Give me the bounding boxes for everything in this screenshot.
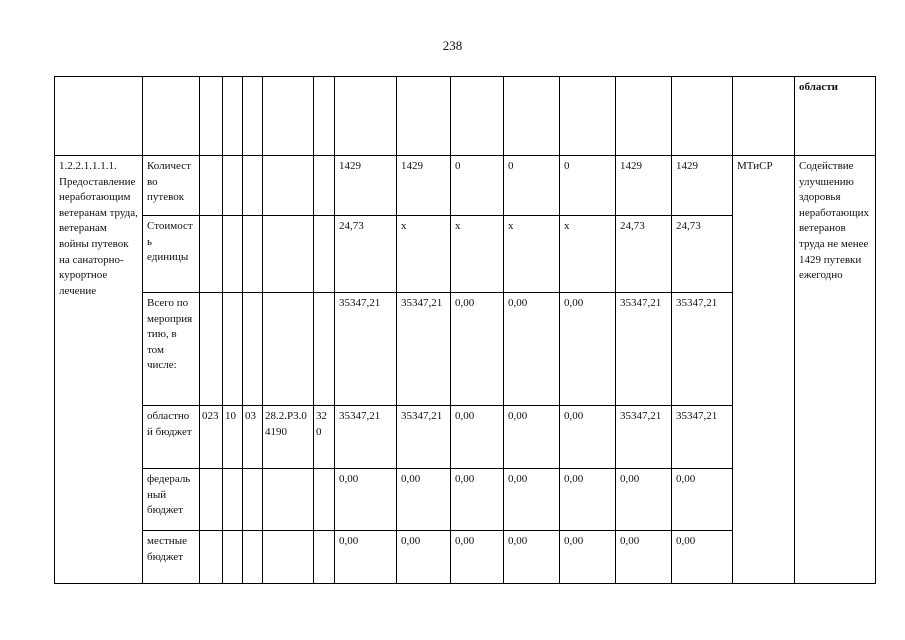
code-cell: 10	[223, 406, 243, 469]
code-cell	[223, 216, 243, 293]
cell	[223, 77, 243, 156]
value-cell: 0,00	[335, 469, 397, 531]
cell	[200, 77, 223, 156]
value-cell: 0,00	[560, 293, 616, 406]
continuation-row	[55, 77, 876, 156]
cell	[504, 77, 560, 156]
indicator-cell: областной бюджет	[143, 406, 200, 469]
value-cell: 35347,21	[616, 406, 672, 469]
cell	[560, 77, 616, 156]
value-cell: 0,00	[560, 531, 616, 584]
value-cell: х	[451, 216, 504, 293]
result-cell: Содействие улучшению здоровья неработающих ветеранов труда не менее 1429 путевки ежегодно	[795, 156, 876, 584]
code-cell	[223, 156, 243, 216]
table-row	[55, 156, 876, 216]
code-cell: 320	[314, 406, 335, 469]
value-cell: 0	[504, 156, 560, 216]
code-cell: 023	[200, 406, 223, 469]
value-cell: 0,00	[397, 531, 451, 584]
code-cell	[314, 156, 335, 216]
cell	[451, 77, 504, 156]
code-cell	[243, 469, 263, 531]
indicator-cell: федеральный бюджет	[143, 469, 200, 531]
cell	[243, 77, 263, 156]
code-cell	[314, 293, 335, 406]
code-cell	[314, 469, 335, 531]
value-cell: 35347,21	[672, 293, 733, 406]
value-cell: х	[560, 216, 616, 293]
value-cell: 35347,21	[397, 293, 451, 406]
code-cell	[200, 293, 223, 406]
measures-table	[54, 76, 876, 584]
code-cell	[263, 531, 314, 584]
value-cell: 0,00	[672, 531, 733, 584]
value-cell: 0,00	[616, 469, 672, 531]
code-cell	[243, 531, 263, 584]
value-cell: 35347,21	[672, 406, 733, 469]
cell	[397, 77, 451, 156]
value-cell: 0,00	[560, 406, 616, 469]
value-cell: 0,00	[504, 406, 560, 469]
value-cell: 0,00	[560, 469, 616, 531]
value-cell: 35347,21	[397, 406, 451, 469]
value-cell: 1429	[397, 156, 451, 216]
code-cell	[223, 469, 243, 531]
cell	[263, 77, 314, 156]
value-cell: 1429	[335, 156, 397, 216]
value-cell: 0,00	[451, 293, 504, 406]
value-cell: 35347,21	[335, 293, 397, 406]
value-cell: х	[504, 216, 560, 293]
code-cell	[223, 293, 243, 406]
value-cell: 0,00	[504, 293, 560, 406]
value-cell: 24,73	[616, 216, 672, 293]
value-cell: 0	[451, 156, 504, 216]
value-cell: х	[397, 216, 451, 293]
code-cell	[243, 293, 263, 406]
continuation-result-cell: области	[795, 77, 876, 156]
code-cell	[314, 216, 335, 293]
indicator-cell: Количество путевок	[143, 156, 200, 216]
value-cell: 0,00	[616, 531, 672, 584]
value-cell: 35347,21	[616, 293, 672, 406]
value-cell: 35347,21	[335, 406, 397, 469]
value-cell: 0,00	[504, 531, 560, 584]
value-cell: 0,00	[397, 469, 451, 531]
value-cell: 0,00	[335, 531, 397, 584]
page-number: 238	[442, 38, 463, 53]
code-cell: 28.2.Р3.04190	[263, 406, 314, 469]
indicator-cell: местные бюджет	[143, 531, 200, 584]
value-cell: 0,00	[672, 469, 733, 531]
cell	[55, 77, 143, 156]
code-cell	[223, 531, 243, 584]
value-cell: 0,00	[451, 469, 504, 531]
cell	[335, 77, 397, 156]
cell	[143, 77, 200, 156]
code-cell	[314, 531, 335, 584]
cell	[314, 77, 335, 156]
code-cell	[263, 216, 314, 293]
cell	[733, 77, 795, 156]
code-cell	[243, 156, 263, 216]
code-cell	[243, 216, 263, 293]
code-cell	[200, 469, 223, 531]
value-cell: 0,00	[451, 406, 504, 469]
code-cell	[263, 469, 314, 531]
executor-cell: МТиСР	[733, 156, 795, 584]
measure-name-cell: 1.2.2.1.1.1.1. Предоставление неработающим ветеранам труда, ветеранам войны путевок на санаторно-курортное лечение	[55, 156, 143, 584]
code-cell	[263, 156, 314, 216]
value-cell: 24,73	[672, 216, 733, 293]
value-cell: 0	[560, 156, 616, 216]
code-cell	[263, 293, 314, 406]
cell	[616, 77, 672, 156]
value-cell: 0,00	[451, 531, 504, 584]
indicator-cell: Всего по мероприятию, в том числе:	[143, 293, 200, 406]
indicator-cell: Стоимость единицы	[143, 216, 200, 293]
value-cell: 1429	[616, 156, 672, 216]
code-cell	[200, 156, 223, 216]
value-cell: 24,73	[335, 216, 397, 293]
code-cell: 03	[243, 406, 263, 469]
cell	[672, 77, 733, 156]
value-cell: 0,00	[504, 469, 560, 531]
code-cell	[200, 216, 223, 293]
code-cell	[200, 531, 223, 584]
value-cell: 1429	[672, 156, 733, 216]
